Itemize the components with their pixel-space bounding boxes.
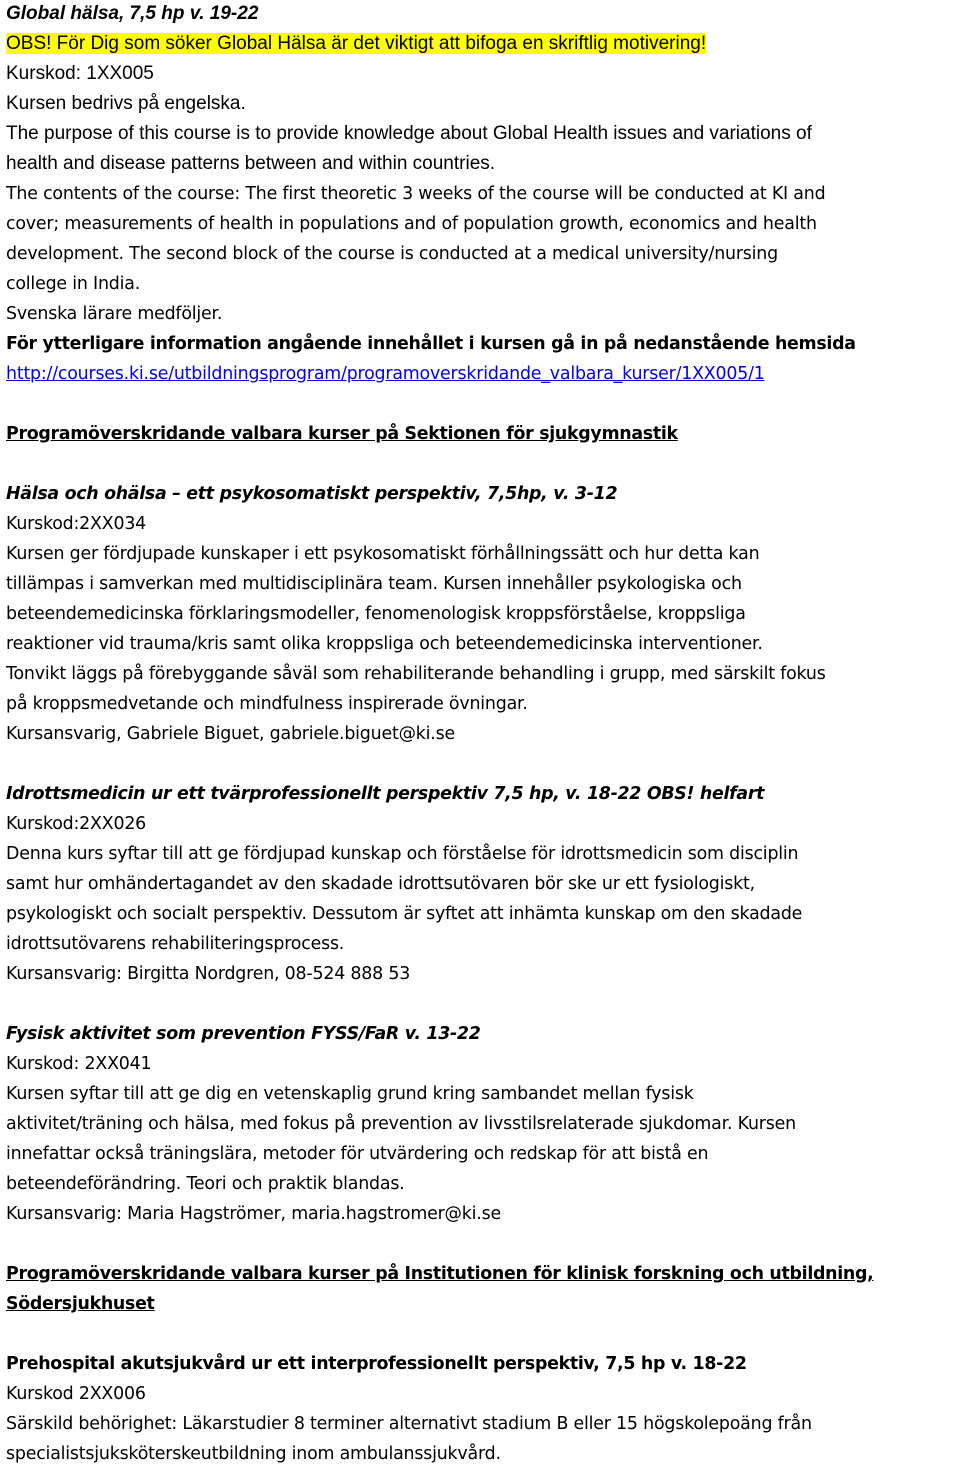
course-code-idrottsmedicin: Kurskod:2XX026 (6, 814, 147, 834)
section-heading-klinisk-line-2: Södersjukhuset (6, 1294, 155, 1314)
course-desc-line: beteendemedicinska förklaringsmodeller, fenomenologisk kroppsförståelse, kroppsliga (6, 604, 746, 624)
course-desc-line: Denna kurs syftar till att ge fördjupad kunskap och förståelse för idrottsmedicin som disciplin (6, 844, 799, 864)
course-desc-line: beteendeförändring. Teori och praktik blandas. (6, 1174, 405, 1194)
course-desc-line: Kursen syftar till att ge dig en vetenskaplig grund kring sambandet mellan fysisk (6, 1084, 694, 1104)
course-responsible: Kursansvarig, Gabriele Biguet, gabriele.biguet@ki.se (6, 724, 455, 744)
spacer (6, 389, 954, 419)
course-responsible: Kursansvarig: Maria Hagströmer, maria.hagstromer@ki.se (6, 1204, 501, 1224)
spacer (6, 449, 954, 479)
course-language: Kursen bedrivs på engelska. (6, 93, 246, 114)
swedish-teachers-note: Svenska lärare medföljer. (6, 304, 223, 324)
course-link[interactable]: http://courses.ki.se/utbildningsprogram/programoverskridande_valbara_kurser/1XX005/1 (6, 364, 765, 384)
course-purpose-line-2: health and disease patterns between and within countries. (6, 153, 496, 174)
course-code-prehospital: Kurskod 2XX006 (6, 1384, 146, 1404)
course-contents-line-1: The contents of the course: The first theoretic 3 weeks of the course will be conducted at KI and (6, 184, 826, 204)
course-purpose-line-1: The purpose of this course is to provide knowledge about Global Health issues and variations of (6, 123, 812, 144)
course-contents-line-2: cover; measurements of health in populations and of population growth, economics and health (6, 214, 817, 234)
more-info-text: För ytterligare information angående innehållet i kursen gå in på nedanstående hemsida (6, 334, 856, 354)
course-code-fyss: Kurskod: 2XX041 (6, 1054, 152, 1074)
course-link-line (6, 359, 954, 389)
course-title-global-health: Global hälsa, 7,5 hp v. 19-22 (6, 3, 259, 24)
course-title-idrottsmedicin: Idrottsmedicin ur ett tvärprofessionellt perspektiv 7,5 hp, v. 18-22 OBS! helfart (6, 784, 765, 804)
section-heading-klinisk-line-1: Programöverskridande valbara kurser på Institutionen för klinisk forskning och utbildning, (6, 1264, 874, 1284)
course-responsible: Kursansvarig: Birgitta Nordgren, 08-524 888 53 (6, 964, 411, 984)
course-desc-line: Särskild behörighet: Läkarstudier 8 terminer alternativt stadium B eller 15 högskolepoäng från (6, 1414, 812, 1434)
course-desc-line: innefattar också träningslära, metoder för utvärdering och redskap för att bistå en (6, 1144, 709, 1164)
spacer (6, 1229, 954, 1259)
course-desc-line: reaktioner vid trauma/kris samt olika kroppsliga och beteendemedicinska interventioner. (6, 634, 763, 654)
course-desc-line: psykologiskt och socialt perspektiv. Dessutom är syftet att inhämta kunskap om den skadade (6, 904, 803, 924)
obs-note-line (6, 29, 954, 59)
course-code-psykosomatik: Kurskod:2XX034 (6, 514, 147, 534)
section-heading-sjukgymnastik: Programöverskridande valbara kurser på Sektionen för sjukgymnastik (6, 424, 678, 444)
course-title-fyss: Fysisk aktivitet som prevention FYSS/FaR v. 13-22 (6, 1024, 481, 1044)
course-contents-line-4: college in India. (6, 274, 141, 294)
obs-note-highlight: OBS! För Dig som söker Global Hälsa är det viktigt att bifoga en skriftlig motivering! (6, 33, 707, 54)
course-desc-line: Tonvikt läggs på förebyggande såväl som rehabiliterande behandling i grupp, med särskilt fokus (6, 664, 826, 684)
course-desc-line: Kursen ger fördjupade kunskaper i ett psykosomatiskt förhållningssätt och hur detta kan (6, 544, 760, 564)
course-desc-line: tillämpas i samverkan med multidisciplinära team. Kursen innehåller psykologiska och (6, 574, 742, 594)
course-title-prehospital: Prehospital akutsjukvård ur ett interprofessionellt perspektiv, 7,5 hp v. 18-22 (6, 1354, 747, 1374)
course-desc-line: aktivitet/träning och hälsa, med fokus på prevention av livsstilsrelaterade sjukdomar. Kursen (6, 1114, 796, 1134)
spacer (6, 989, 954, 1019)
course-title-psykosomatik: Hälsa och ohälsa – ett psykosomatiskt perspektiv, 7,5hp, v. 3-12 (6, 484, 618, 504)
spacer (6, 1319, 954, 1349)
course-desc-line: specialistsjuksköterskeutbildning inom ambulanssjukvård. (6, 1444, 501, 1464)
course-contents-line-3: development. The second block of the course is conducted at a medical university/nursing (6, 244, 778, 264)
spacer (6, 749, 954, 779)
course-desc-line: på kroppsmedvetande och mindfulness inspirerade övningar. (6, 694, 528, 714)
course-desc-line: samt hur omhändertagandet av den skadade idrottsutövaren bör ske ur ett fysiologiskt, (6, 874, 755, 894)
course-code: Kurskod: 1XX005 (6, 63, 154, 84)
course-desc-line: idrottsutövarens rehabiliteringsprocess. (6, 934, 345, 954)
